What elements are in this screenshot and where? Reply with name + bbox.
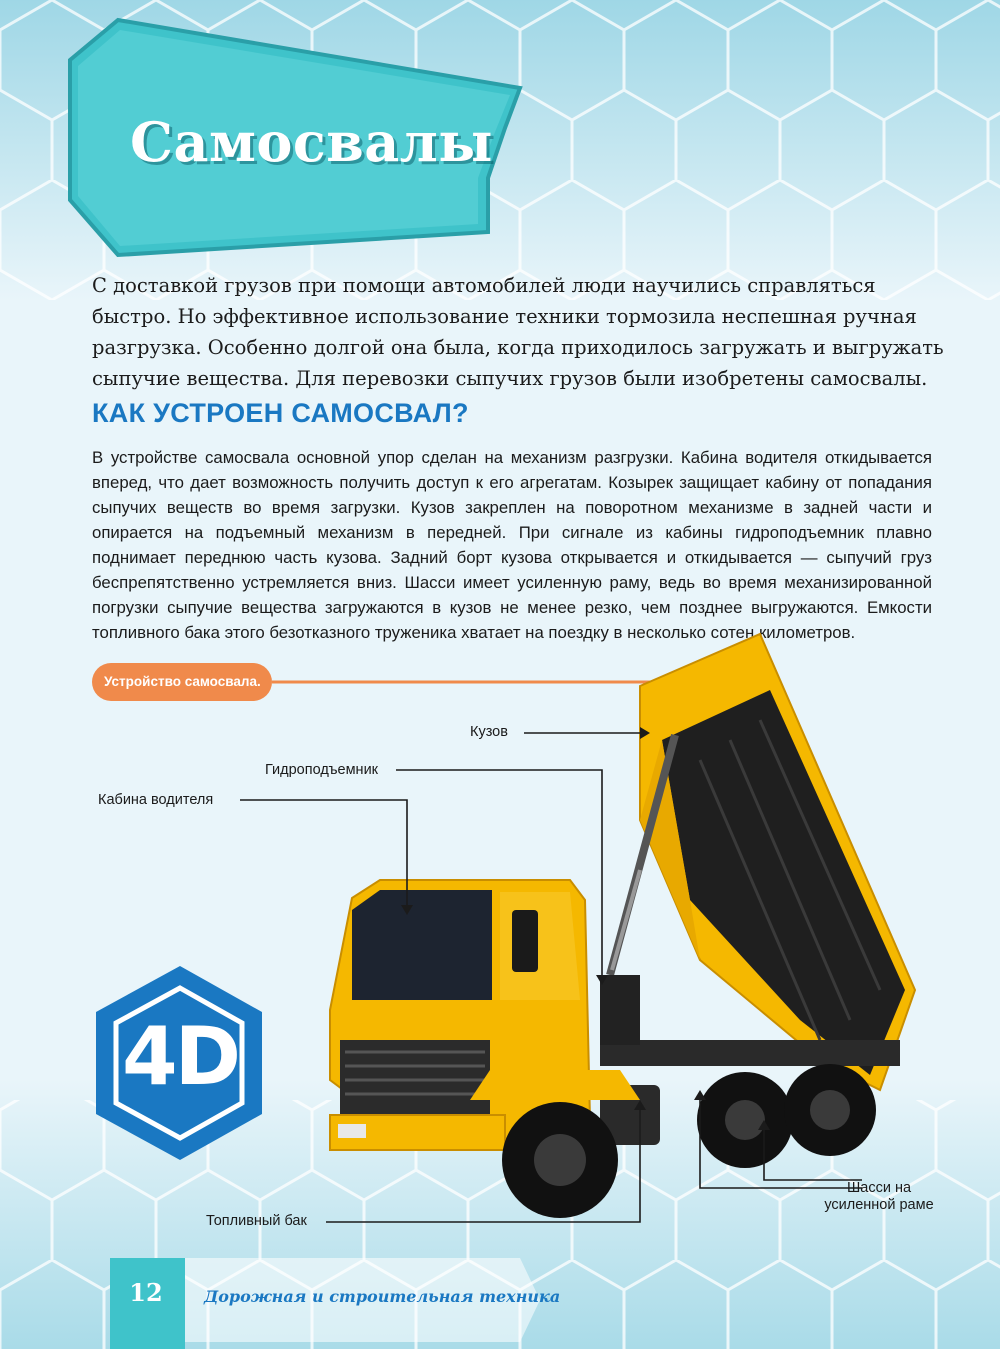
page-title: Самосвалы <box>130 110 493 174</box>
footer-book-title: Дорожная и строительная техника <box>204 1287 561 1306</box>
4d-badge-text: 4D <box>121 1010 239 1103</box>
page-number: 12 <box>129 1278 163 1307</box>
section-body: В устройстве самосвала основной упор сделан на механизм разгрузки. Кабина водителя откидывается вперед, что дает возможность получить доступ к его агрегатам. Козырек защищает кабину от попадания сыпучих веществ во время загрузки. Кузов закреплен на поворотном механизме в задней части и опирается на подъемный механизм в передней. При сигнале из кабины гидроподъемник плавно поднимает переднюю часть кузова. Задний борт кузова открывается и откидывается — сыпучий груз беспрепятственно устремляется вниз. Шасси имеет усиленную раму, ведь во время механизированной погрузки сыпучие вещества загружаются в кузов не менее резко, чем позднее выгружаются. Емкости топливного бака этого безотказного труженика хватает на поездку в несколько сотен километров. <box>92 448 932 642</box>
section-heading: КАК УСТРОЕН САМОСВАЛ? <box>92 398 469 428</box>
label-fuel-tank: Топливный бак <box>206 1213 307 1229</box>
label-chassis: Шасси на усиленной раме <box>824 1180 934 1213</box>
diagram-caption: Устройство самосвала. <box>92 663 272 701</box>
label-cab: Кабина водителя <box>98 792 214 808</box>
label-hydraulic-lift: Гидроподъемник <box>265 762 379 778</box>
label-body: Кузов <box>470 724 508 740</box>
intro-paragraph: С доставкой грузов при помощи автомобилей люди научились справляться быстро. Но эффективное использование техники тормозила неспешная ручная разгрузка. Особенно долгой она была, когда приходилось загружать и выгружать сыпучие вещества. Для перевозки сыпучих грузов были изобретены самосвалы. <box>92 274 944 390</box>
